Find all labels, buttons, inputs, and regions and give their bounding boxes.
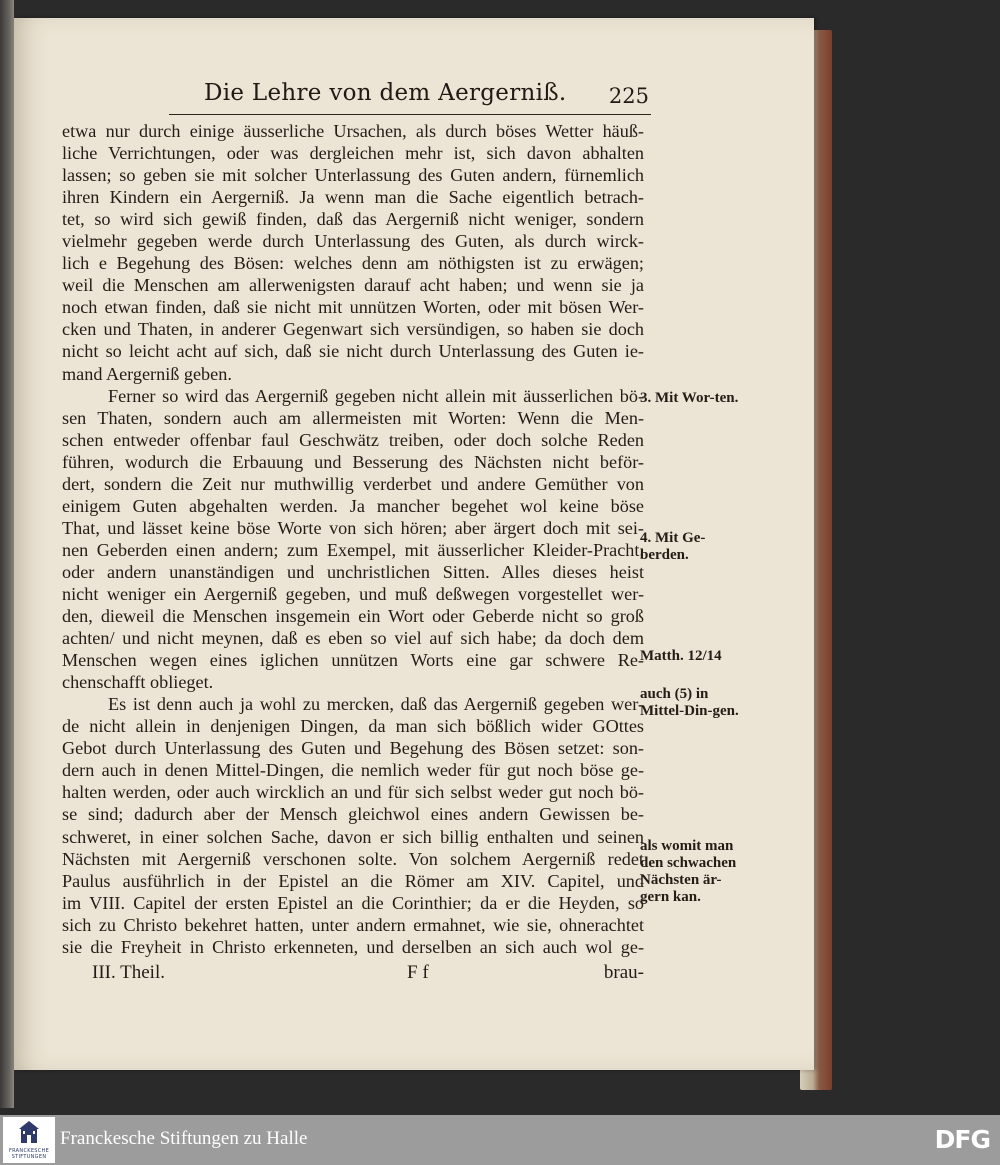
text-line: liche Verrichtungen, oder was dergleichen mehr ist, sich davon abhalten: [62, 143, 644, 164]
text-line: dern auch in denen Mittel-Dingen, die nemlich weder für gut noch böse ge-: [62, 760, 644, 781]
text-line: etwa nur durch einige äusserliche Ursachen, als durch böses Wetter häuß-: [62, 121, 644, 141]
margin-note-middle-things: auch (5) in Mittel-Din-gen.: [640, 686, 739, 719]
text-line: That, und lässet keine böse Worte von sich hören; aber ärgert doch mit sei-: [62, 517, 644, 538]
institution-logo-text: FRANCKESCHE STIFTUNGEN: [8, 1148, 50, 1160]
part-label: III. Theil.: [92, 962, 165, 983]
text-line: dert, sondern die Zeit nur muthwillig verderbet und andere Gemüther von: [62, 473, 644, 494]
text-line: Nächsten mit Aergerniß verschonen solte. Von solchem Aergerniß redet: [62, 848, 644, 869]
body-text: [62, 120, 644, 958]
text-line: lich e Begehung des Bösen: welches denn am nöthigsten ist zu erwägen;: [62, 253, 644, 274]
margin-note-scripture-ref: Matth. 12/14: [640, 648, 722, 664]
text-line: den, dieweil die Menschen insgemein ein Wort oder Geberde nicht so groß: [62, 606, 644, 627]
text-line: Ferner so wird das Aergerniß gegeben nicht allein mit äusserlichen bö-: [108, 385, 644, 406]
sheet-signature: F f: [407, 962, 429, 983]
text-line: einigem Guten abgehalten werden. Ja mancher begehet wol keine böse: [62, 495, 644, 516]
text-line: mand Aergerniß geben.: [62, 363, 232, 384]
text-line: sen Thaten, sondern auch am allermeisten mit Worten: Wenn die Men-: [62, 407, 644, 428]
text-line: schweret, in einer solchen Sache, davon er sich billig enthalten und seinen: [62, 826, 644, 847]
text-line: Gebot durch Unterlassung des Guten und Begehung des Bösen setzet: son-: [62, 738, 644, 759]
page-number: 225: [608, 84, 649, 108]
page-header: [169, 74, 651, 115]
text-line: im VIII. Capitel der ersten Epistel an die Corinthier; da er die Heyden, so: [62, 892, 644, 913]
institution-logo[interactable]: [3, 1117, 55, 1163]
text-line: noch etwan finden, daß sie nicht mit unnützen Worten, oder mit bösen Wer-: [62, 297, 644, 318]
signature-line: [62, 962, 644, 986]
text-line: cken und Thaten, in anderer Gegenwart sich versündigen, so haben sie doch: [62, 319, 644, 340]
text-line: lassen; so geben sie mit solcher Unterlassung des Guten andern, fürnemlich: [62, 165, 644, 186]
text-line: achten/ und nicht meynen, daß es eben so viel auf sich habe; da doch dem: [62, 628, 644, 649]
text-line: se sind; dadurch aber der Mensch gleichwol eines andern Gewissen be-: [62, 804, 644, 825]
book-page: [14, 18, 814, 1070]
text-line: halten werden, oder auch wircklich an und für sich selbst weder gut noch bö-: [62, 782, 644, 803]
text-line: sich zu Christo bekehret hatten, unter andern ermahnet, wie sie, ohnerachtet: [62, 914, 644, 935]
text-line: de nicht allein in denjenigen Dingen, da man sich bößlich wider GOttes: [62, 716, 644, 737]
text-line: nicht so leicht acht auf sich, daß sie nicht durch Unterlassung des Guten ie-: [62, 341, 644, 362]
margin-note-gestures: 4. Mit Ge-berden.: [640, 530, 706, 563]
text-line: Menschen wegen eines iglichen unnützen Worts eine gar schwere Re-: [62, 650, 644, 671]
dfg-logo[interactable]: DFG: [934, 1125, 990, 1154]
book-gutter-left: [0, 0, 14, 1108]
text-line: führen, wodurch die Erbauung und Besserung des Nächsten nicht beför-: [62, 451, 644, 472]
text-line: nicht weniger ein Aergerniß gegeben, und muß deßwegen vorgestellet wer-: [62, 583, 644, 604]
text-line: sie die Freyheit in Christo erkenneten, und derselben an sich auch wol ge-: [62, 936, 644, 957]
text-line: oder andern unanständigen und unchristlichen Sitten. Alles dieses heist: [62, 561, 644, 582]
text-line: chenschafft oblieget.: [62, 672, 214, 693]
text-line: Es ist denn auch ja wohl zu mercken, daß das Aergerniß gegeben wer-: [108, 694, 644, 715]
text-line: ihren Kindern ein Aergerniß. Ja wenn man die Sache eigentlich betrach-: [62, 187, 644, 208]
institution-name[interactable]: Franckesche Stiftungen zu Halle: [60, 1128, 308, 1149]
margin-note-words: 3. Mit Wor-ten.: [640, 390, 739, 406]
text-line: tet, so wird sich gewiß finden, daß das Aergerniß nicht weniger, sondern: [62, 209, 644, 230]
text-line: schen entweder offenbar faul Geschwätz treiben, oder doch solche Reden: [62, 429, 644, 450]
text-line: Paulus ausführlich in der Epistel an die Römer am XIV. Capitel, und: [62, 870, 644, 891]
catchword: brau-: [603, 962, 644, 983]
running-title: Die Lehre von dem Aergerniß.: [204, 80, 567, 106]
text-line: weil die Menschen am allerwenigsten darauf acht haben; und wenn sie ja: [62, 275, 644, 296]
margin-note-weak-neighbour: als womit man den schwachen Nächsten är-gern kan.: [640, 838, 737, 905]
viewer-footer: [0, 1115, 1000, 1165]
text-line: nen Geberden einen andern; zum Exempel, mit äusserlicher Kleider-Pracht,: [62, 539, 644, 560]
orphanage-building-icon: [3, 1117, 55, 1149]
text-line: vielmehr gegeben werde durch Unterlassung des Guten, als durch wirck-: [62, 231, 644, 252]
